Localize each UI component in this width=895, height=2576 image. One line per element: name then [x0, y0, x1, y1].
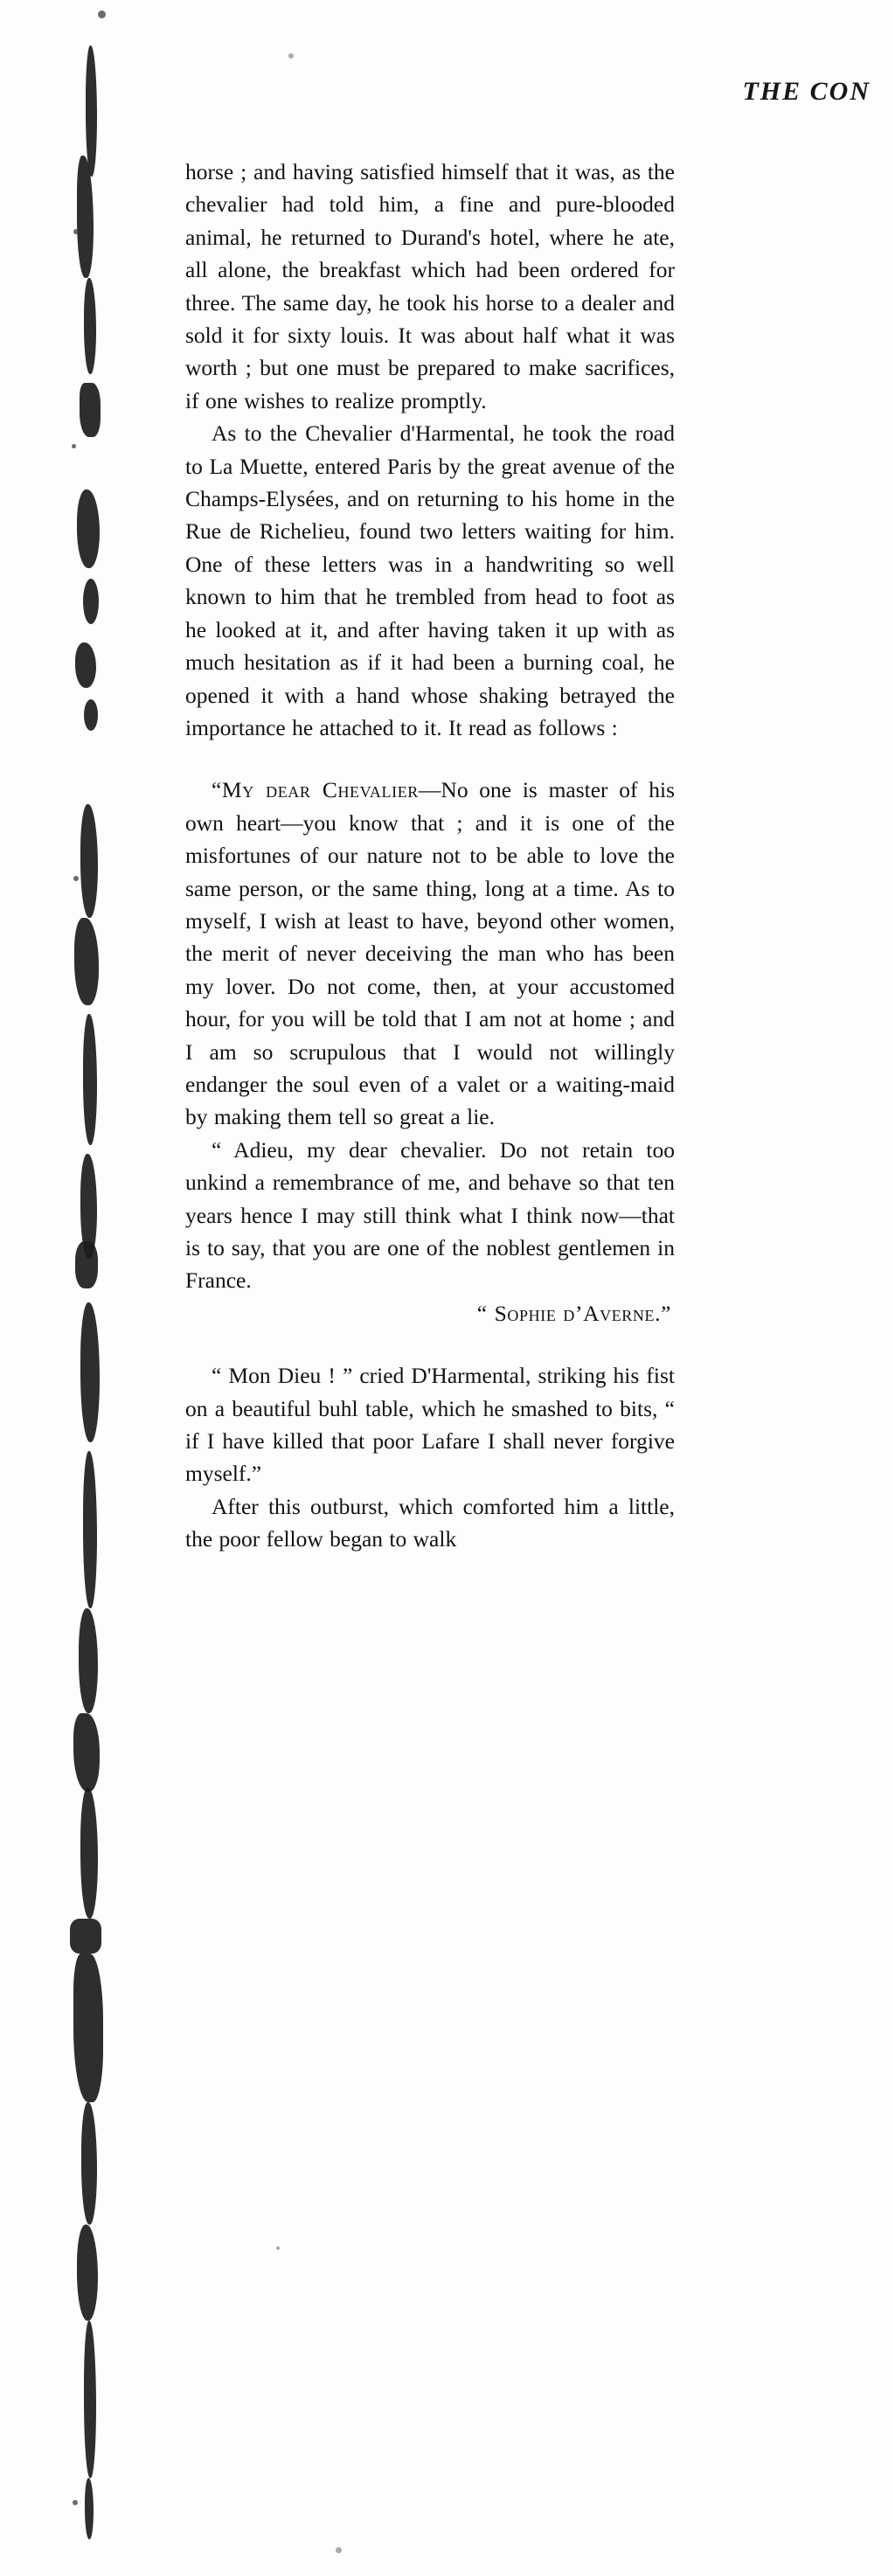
text-column	[185, 156, 675, 1556]
gutter-smear	[75, 1241, 98, 1288]
paragraph-5: “ Mon Dieu ! ” cried D'Harmental, striking his fist on a beautiful buhl table, which he smashed to bits, “ if I have killed that poor Lafare I shall never forgive myself.”	[185, 1363, 675, 1487]
gutter-smear	[74, 918, 99, 1005]
scan-speck	[73, 2500, 78, 2505]
gutter-smear	[80, 804, 98, 918]
scan-speck	[73, 229, 79, 234]
gutter-smear	[84, 699, 98, 731]
gutter-smear	[77, 490, 100, 568]
gutter-smear	[70, 1919, 101, 1954]
gutter-smear	[85, 2478, 94, 2539]
gutter-smear	[75, 642, 96, 688]
scan-speck	[288, 53, 294, 59]
paragraph-3	[185, 774, 675, 1133]
scan-speck	[336, 2547, 342, 2553]
gutter-smear	[80, 383, 101, 437]
paragraph-4: “ Adieu, my dear chevalier. Do not retain too unkind a remembrance of me, and behave so that ten years hence I may still think what I think now—that is to say, that you are one of the noblest gentlemen in France.	[185, 1136, 675, 1294]
gutter-smear	[80, 1788, 98, 1919]
gutter-smear	[83, 1014, 97, 1145]
gutter-smear	[73, 1954, 103, 2102]
scan-speck	[98, 10, 106, 18]
scan-speck	[72, 444, 76, 448]
scan-speck	[276, 2246, 280, 2250]
gutter-smear	[84, 278, 96, 374]
gutter-smear	[83, 579, 99, 624]
running-head: THE CON	[742, 77, 871, 106]
scan-speck	[73, 876, 79, 881]
gutter-smear	[77, 2225, 98, 2321]
gutter-smear	[73, 1713, 100, 1792]
gutter-smear	[81, 2102, 97, 2225]
gutter-smear	[83, 1451, 97, 1608]
gutter-smear	[84, 2321, 96, 2478]
letter-signature: “ Sophie d’Averne.”	[476, 1300, 671, 1326]
gutter-smear	[86, 45, 97, 177]
letter-body-text: —No one is master of his own heart—you know that ; and it is one of the misfortunes of our nature not to be able to love the same person, or the same thing, long at a time. As to myself, I wish at least to have, beyond other women, the merit of never deceiving the man who has been my lover. Do not come, then, at your accustomed hour, for you will be told that I am not at home ; and I am so scrupulous that I would not willingly endanger the soul even of a valet or a waiting-maid by making them tell so great a lie.	[185, 777, 676, 1130]
letter-salutation: “My dear Chevalier	[212, 777, 419, 803]
paragraph-1: horse ; and having satisfied himself that it was, as the chevalier had told him, a fine and pure-blooded animal, he returned to Durand's hotel, where he ate, all alone, the breakfast which had been ordered for three. The same day, he took his horse to a dealer and sold it for sixty louis. It was about half what it was worth ; but one must be prepared to make sacrifices, if one wishes to realize promptly.	[185, 159, 675, 413]
paragraph-6: After this outburst, which comforted him a little, the poor fellow began to walk	[185, 1493, 675, 1552]
gutter-smear	[79, 1608, 98, 1713]
paragraph-2: As to the Chevalier d'Harmental, he took the road to La Muette, entered Paris by the great avenue of the Champs-Elysées, and on returning to his home in the Rue de Richelieu, found two letters waiting for him. One of these letters was in a handwriting so well known to him that he trembled from head to foot as he looked at it, and after having taken it up with as much hesitation as if it had been a burning coal, he opened it with a hand whose shaking betrayed the importance he attached to it. It read as follows :	[185, 420, 675, 740]
gutter-smear	[80, 1302, 100, 1442]
